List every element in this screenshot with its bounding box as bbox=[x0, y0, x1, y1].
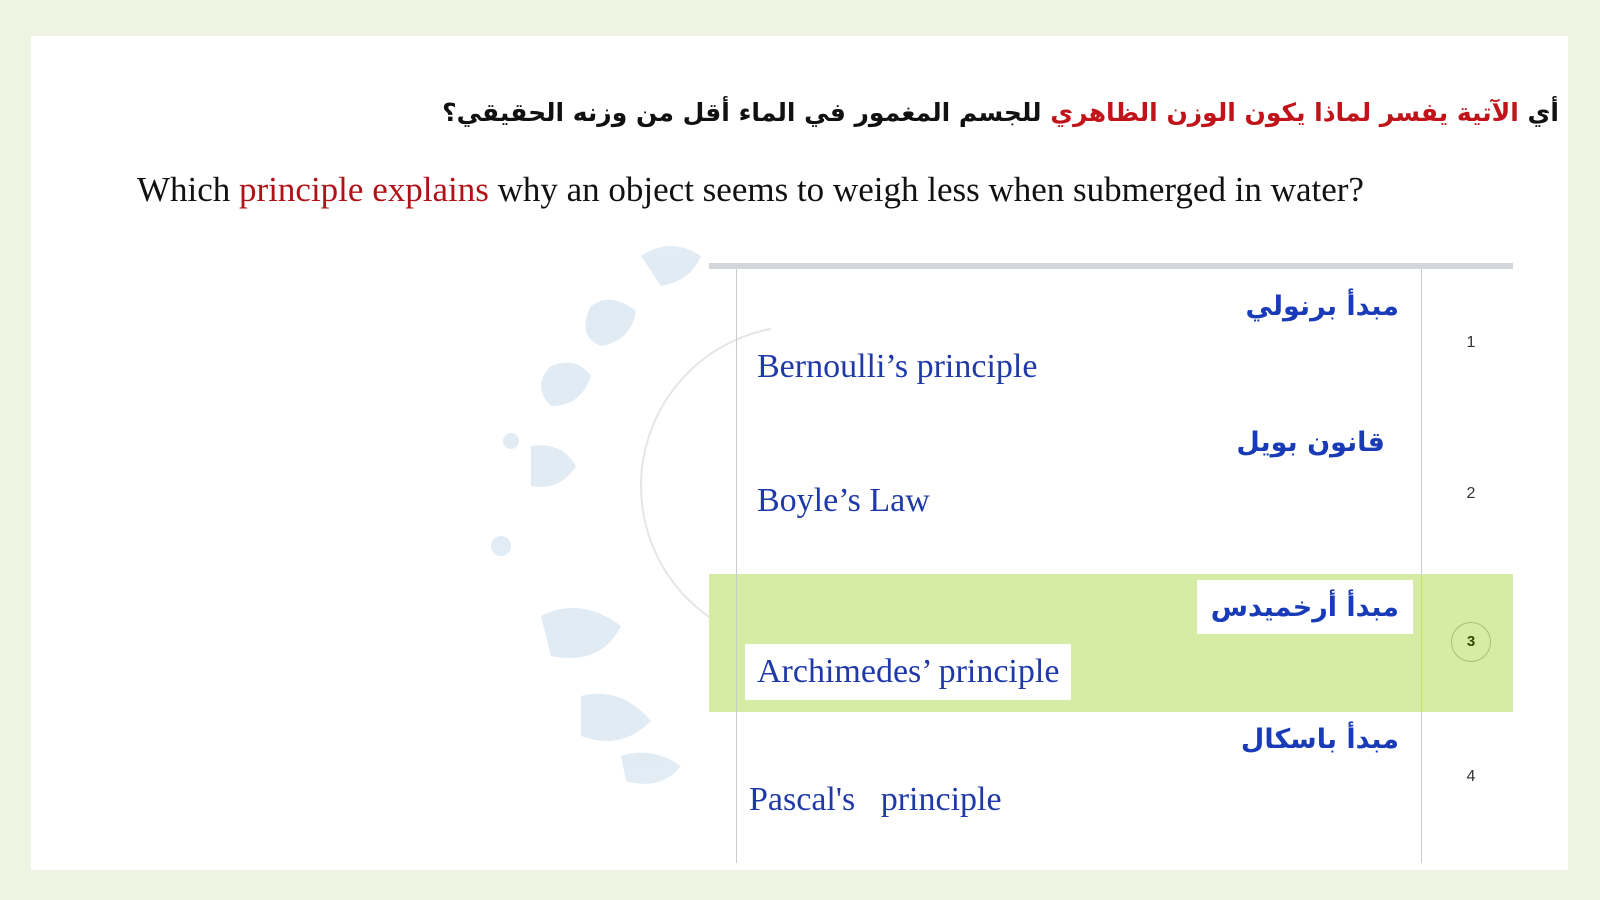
option-number: 4 bbox=[1466, 768, 1476, 785]
question-arabic bbox=[421, 86, 1567, 140]
option-english-label: Bernoulli’s principle bbox=[757, 348, 1038, 385]
question-card bbox=[31, 36, 1568, 870]
option-english-label: Boyle’s Law bbox=[757, 482, 930, 519]
question-english-highlight: principle explains bbox=[239, 170, 489, 209]
table-divider bbox=[736, 269, 737, 863]
option-english-label: Pascal's principle bbox=[749, 781, 1002, 818]
options-table bbox=[709, 263, 1513, 863]
question-arabic-part: أي bbox=[1518, 98, 1559, 127]
question-english bbox=[127, 162, 1447, 218]
option-number: 2 bbox=[1466, 485, 1476, 502]
option-row-3[interactable] bbox=[709, 574, 1513, 712]
option-row-1[interactable] bbox=[709, 269, 1513, 419]
option-row-4[interactable] bbox=[709, 712, 1513, 863]
option-arabic-label: قانون بويل bbox=[1236, 427, 1385, 458]
option-arabic-label: مبدأ باسكال bbox=[1240, 724, 1399, 755]
option-english-label: Archimedes’ principle bbox=[745, 644, 1071, 700]
option-number: 1 bbox=[1466, 334, 1476, 351]
question-english-part: why an object seems to weigh less when submerged in water? bbox=[488, 170, 1364, 209]
option-row-2[interactable] bbox=[709, 419, 1513, 574]
option-arabic-label: مبدأ برنولي bbox=[1245, 291, 1399, 322]
option-number-selected: 3 bbox=[1451, 622, 1491, 662]
table-divider bbox=[1421, 269, 1422, 863]
question-arabic-highlight: الآتية يفسر لماذا يكون الوزن الظاهري bbox=[1050, 98, 1519, 127]
question-arabic-part: للجسم المغمور في الماء أقل من وزنه الحقيقي؟ bbox=[442, 98, 1051, 127]
question-english-part: Which bbox=[137, 170, 240, 209]
option-arabic-label: مبدأ أرخميدس bbox=[1197, 580, 1413, 634]
